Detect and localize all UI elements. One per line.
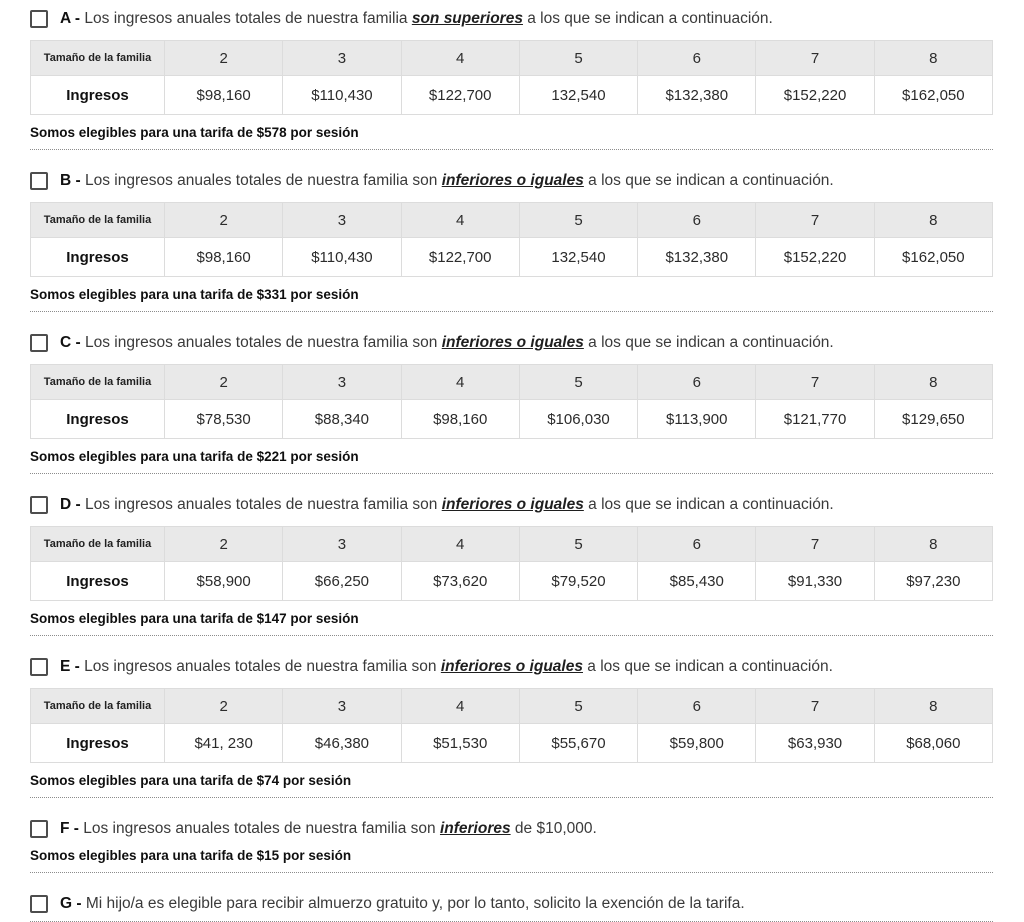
option-letter: D -	[60, 496, 81, 513]
option-e-text	[60, 657, 833, 676]
option-letter: A -	[60, 10, 81, 27]
family-size-cell: 6	[638, 689, 756, 724]
income-cell: 132,540	[519, 238, 637, 277]
option-e-row	[30, 657, 993, 676]
income-cell: $88,340	[283, 400, 401, 439]
option-f-section	[30, 819, 993, 873]
income-cell: $162,050	[874, 238, 992, 277]
family-size-cell: 4	[401, 689, 519, 724]
option-c-row	[30, 333, 993, 352]
option-text-before: Los ingresos anuales totales de nuestra familia son	[79, 658, 441, 675]
income-cell: $129,650	[874, 400, 992, 439]
income-cell: $162,050	[874, 76, 992, 115]
family-size-cell: 5	[519, 527, 637, 562]
option-text-after: a los que se indican a continuación.	[522, 10, 773, 27]
dotted-separator	[30, 635, 993, 636]
option-b-income-table	[30, 202, 993, 277]
income-cell: $91,330	[756, 562, 874, 601]
option-letter: C -	[60, 334, 81, 351]
income-label: Ingresos	[31, 76, 165, 115]
option-letter: F -	[60, 820, 79, 837]
family-size-cell: 2	[165, 365, 283, 400]
option-text-after: a los que se indican a continuación.	[583, 496, 834, 513]
income-cell: $121,770	[756, 400, 874, 439]
income-cell: $98,160	[401, 400, 519, 439]
income-cell: $106,030	[519, 400, 637, 439]
option-e-checkbox[interactable]	[30, 658, 48, 676]
option-text-before: Los ingresos anuales totales de nuestra familia son	[78, 820, 440, 837]
family-size-cell: 4	[401, 203, 519, 238]
family-size-cell: 2	[165, 527, 283, 562]
income-cell: $58,900	[165, 562, 283, 601]
income-cell: $51,530	[401, 724, 519, 763]
option-emphasis: son superiores	[411, 10, 523, 27]
family-size-row	[31, 365, 993, 400]
income-row	[31, 76, 993, 115]
option-d-text	[60, 495, 834, 514]
income-cell: $85,430	[638, 562, 756, 601]
option-g-text	[60, 894, 745, 913]
option-g-row	[30, 894, 993, 913]
option-a-income-table	[30, 40, 993, 115]
option-d-section	[30, 495, 993, 636]
income-cell: $73,620	[401, 562, 519, 601]
option-text-before: Los ingresos anuales totales de nuestra familia son	[80, 172, 442, 189]
dotted-separator	[30, 149, 993, 150]
family-size-cell: 2	[165, 689, 283, 724]
option-f-row	[30, 819, 993, 838]
family-size-cell: 3	[283, 365, 401, 400]
dotted-separator	[30, 311, 993, 312]
option-a-fee-line: Somos elegibles para una tarifa de $578 por sesión	[30, 125, 359, 140]
family-size-row	[31, 527, 993, 562]
family-size-cell: 8	[874, 41, 992, 76]
income-cell: $66,250	[283, 562, 401, 601]
income-cell: $55,670	[519, 724, 637, 763]
option-f-fee-line: Somos elegibles para una tarifa de $15 por sesión	[30, 848, 352, 863]
option-c-checkbox[interactable]	[30, 334, 48, 352]
family-size-cell: 7	[756, 203, 874, 238]
family-size-cell: 5	[519, 203, 637, 238]
income-cell: $132,380	[638, 76, 756, 115]
option-text-after: de $10,000.	[510, 820, 597, 837]
option-e-income-table	[30, 688, 993, 763]
income-cell: $41, 230	[165, 724, 283, 763]
income-cell: $97,230	[874, 562, 992, 601]
family-size-cell: 6	[638, 203, 756, 238]
family-size-cell: 5	[519, 41, 637, 76]
option-b-row	[30, 171, 993, 190]
option-text-before: Los ingresos anuales totales de nuestra familia	[80, 10, 412, 27]
income-cell: $132,380	[638, 238, 756, 277]
family-size-cell: 7	[756, 527, 874, 562]
option-b-checkbox[interactable]	[30, 172, 48, 190]
income-cell: $46,380	[283, 724, 401, 763]
option-b-text	[60, 171, 834, 190]
income-cell: $59,800	[638, 724, 756, 763]
family-size-label: Tamaño de la familia	[31, 203, 165, 238]
option-a-row	[30, 9, 993, 28]
income-cell: $68,060	[874, 724, 992, 763]
family-size-cell: 3	[283, 203, 401, 238]
option-text-after: a los que se indican a continuación.	[583, 334, 834, 351]
income-cell: $122,700	[401, 238, 519, 277]
option-d-income-table	[30, 526, 993, 601]
option-d-row	[30, 495, 993, 514]
income-cell: $110,430	[283, 238, 401, 277]
option-text-after: a los que se indican a continuación.	[583, 172, 834, 189]
family-size-cell: 8	[874, 203, 992, 238]
family-size-cell: 4	[401, 527, 519, 562]
option-a-text	[60, 9, 773, 28]
income-label: Ingresos	[31, 400, 165, 439]
family-size-cell: 4	[401, 41, 519, 76]
option-letter: G -	[60, 895, 82, 912]
family-size-cell: 2	[165, 41, 283, 76]
income-cell: 132,540	[519, 76, 637, 115]
income-cell: $98,160	[165, 76, 283, 115]
option-e-fee-line: Somos elegibles para una tarifa de $74 por sesión	[30, 773, 352, 788]
income-cell: $78,530	[165, 400, 283, 439]
option-text-before: Mi hijo/a es elegible para recibir almuerzo gratuito y, por lo tanto, solicito la exención de la tarifa.	[81, 895, 745, 912]
income-row	[31, 562, 993, 601]
option-emphasis: inferiores o iguales	[441, 496, 584, 513]
family-size-cell: 5	[519, 365, 637, 400]
family-size-row	[31, 689, 993, 724]
income-row	[31, 724, 993, 763]
family-size-cell: 7	[756, 41, 874, 76]
family-size-cell: 7	[756, 365, 874, 400]
dotted-separator	[30, 797, 993, 798]
option-c-text	[60, 333, 834, 352]
option-b-fee-line: Somos elegibles para una tarifa de $331 por sesión	[30, 287, 359, 302]
option-d-fee-line: Somos elegibles para una tarifa de $147 por sesión	[30, 611, 359, 626]
option-c-income-table	[30, 364, 993, 439]
option-c-fee-line: Somos elegibles para una tarifa de $221 por sesión	[30, 449, 359, 464]
income-cell: $98,160	[165, 238, 283, 277]
dotted-separator	[30, 872, 993, 873]
option-emphasis: inferiores o iguales	[441, 172, 584, 189]
income-cell: $122,700	[401, 76, 519, 115]
option-f-checkbox[interactable]	[30, 820, 48, 838]
income-label: Ingresos	[31, 562, 165, 601]
income-cell: $79,520	[519, 562, 637, 601]
family-size-label: Tamaño de la familia	[31, 41, 165, 76]
income-cell: $152,220	[756, 238, 874, 277]
family-size-cell: 3	[283, 689, 401, 724]
family-size-label: Tamaño de la familia	[31, 689, 165, 724]
option-a-section	[30, 9, 993, 150]
income-row	[31, 238, 993, 277]
family-size-cell: 8	[874, 365, 992, 400]
family-size-cell: 7	[756, 689, 874, 724]
family-size-cell: 3	[283, 41, 401, 76]
income-label: Ingresos	[31, 238, 165, 277]
dotted-separator	[30, 473, 993, 474]
option-d-checkbox[interactable]	[30, 496, 48, 514]
option-emphasis: inferiores o iguales	[440, 658, 583, 675]
income-cell: $113,900	[638, 400, 756, 439]
income-cell: $152,220	[756, 76, 874, 115]
family-size-cell: 4	[401, 365, 519, 400]
family-size-cell: 5	[519, 689, 637, 724]
income-row	[31, 400, 993, 439]
family-size-cell: 3	[283, 527, 401, 562]
income-cell: $110,430	[283, 76, 401, 115]
option-text-before: Los ingresos anuales totales de nuestra familia son	[80, 496, 442, 513]
option-letter: E -	[60, 658, 80, 675]
income-label: Ingresos	[31, 724, 165, 763]
family-size-cell: 6	[638, 365, 756, 400]
option-emphasis: inferiores o iguales	[441, 334, 584, 351]
option-a-checkbox[interactable]	[30, 10, 48, 28]
option-text-before: Los ingresos anuales totales de nuestra familia son	[80, 334, 442, 351]
family-size-cell: 8	[874, 527, 992, 562]
income-cell: $63,930	[756, 724, 874, 763]
family-size-cell: 8	[874, 689, 992, 724]
option-b-section	[30, 171, 993, 312]
family-size-label: Tamaño de la familia	[31, 365, 165, 400]
family-size-cell: 6	[638, 41, 756, 76]
option-text-after: a los que se indican a continuación.	[582, 658, 833, 675]
family-size-cell: 2	[165, 203, 283, 238]
option-emphasis: inferiores	[439, 820, 511, 837]
option-f-text	[60, 819, 597, 838]
family-size-row	[31, 41, 993, 76]
family-size-row	[31, 203, 993, 238]
option-letter: B -	[60, 172, 81, 189]
option-c-section	[30, 333, 993, 474]
family-size-cell: 6	[638, 527, 756, 562]
family-size-label: Tamaño de la familia	[31, 527, 165, 562]
option-g-checkbox[interactable]	[30, 895, 48, 913]
option-e-section	[30, 657, 993, 798]
